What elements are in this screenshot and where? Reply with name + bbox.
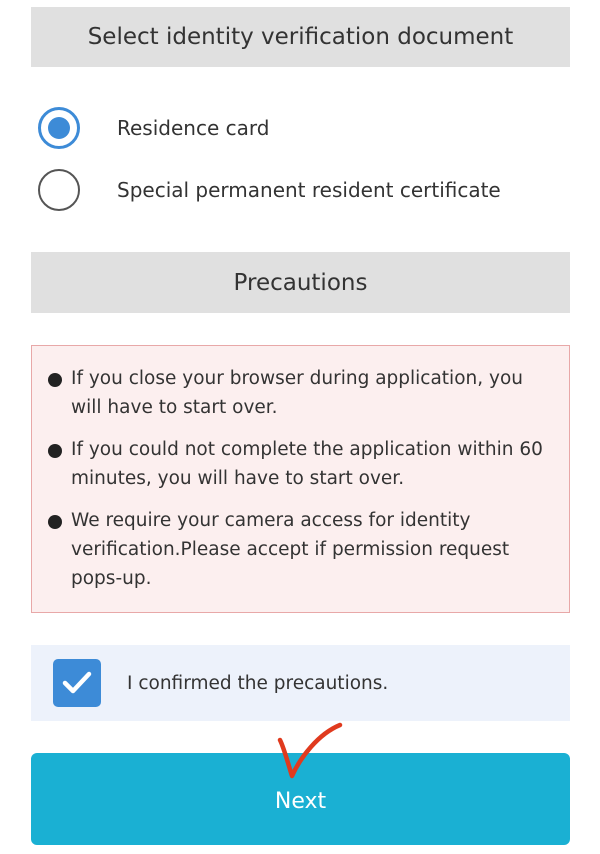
radio-selected-icon[interactable] [38, 107, 80, 149]
confirm-precautions-row[interactable] [31, 645, 570, 721]
radio-unselected-icon[interactable] [38, 169, 80, 211]
precaution-text: If you could not complete the application within 60 minutes, you will have to start over. [71, 439, 543, 489]
document-section-title: Select identity verification document [31, 7, 570, 67]
precaution-item [48, 435, 559, 493]
confirm-label: I confirmed the precautions. [127, 672, 389, 694]
bullet-icon [48, 515, 62, 529]
next-button-label: Next [274, 789, 327, 814]
precaution-item [48, 506, 559, 593]
radio-label-special-permanent-resident-certificate: Special permanent resident certificate [117, 178, 501, 202]
checkmark-icon [60, 666, 94, 700]
confirm-checkbox[interactable] [53, 659, 101, 707]
precautions-title: Precautions [31, 252, 570, 313]
precaution-text: If you close your browser during application, you will have to start over. [71, 368, 523, 418]
precaution-item [48, 364, 559, 422]
radio-label-residence-card: Residence card [117, 116, 270, 140]
precaution-text: We require your camera access for identity verification.Please accept if permission request pops-up. [71, 510, 510, 589]
radio-option-residence-card[interactable] [38, 104, 269, 152]
bullet-icon [48, 373, 62, 387]
bullet-icon [48, 444, 62, 458]
radio-option-special-permanent-resident-certificate[interactable] [38, 166, 501, 214]
precautions-box [31, 345, 570, 613]
next-button[interactable] [31, 753, 570, 845]
